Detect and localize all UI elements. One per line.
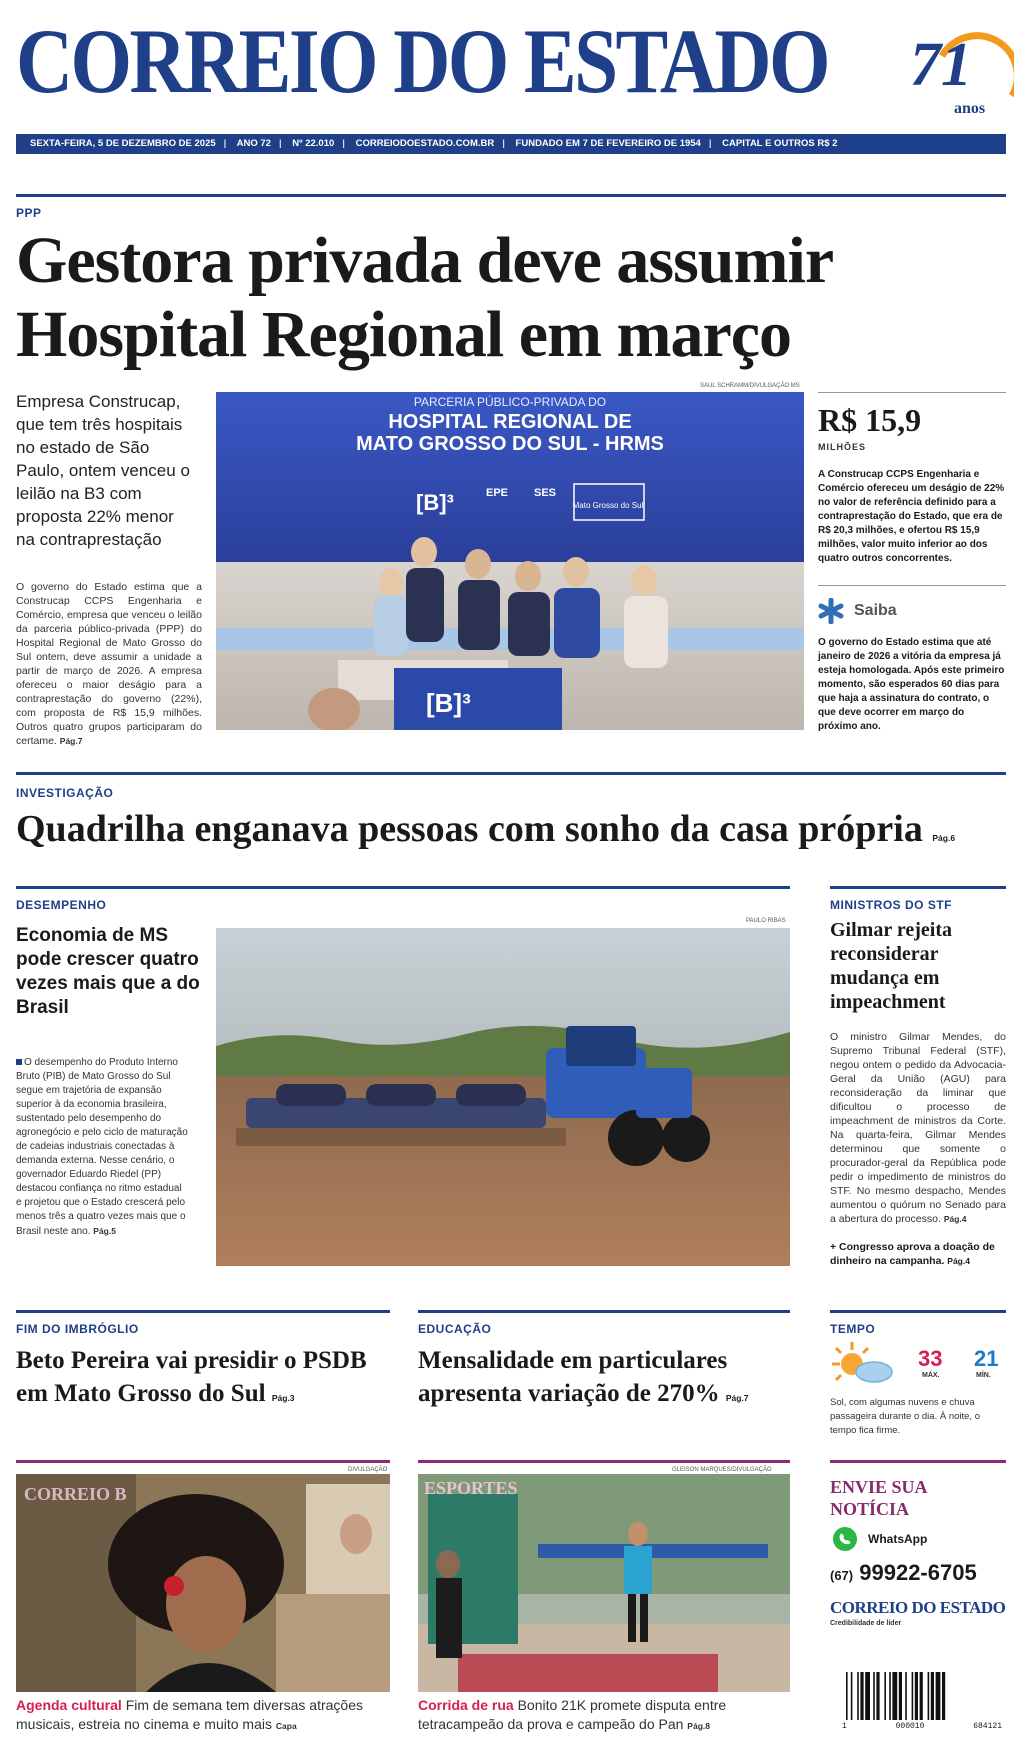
barcode (842, 1672, 1002, 1736)
investigacao-page-ref: Pág.6 (932, 833, 956, 843)
edition-year: ANO 72 (236, 138, 271, 149)
sun-cloud-icon (830, 1340, 894, 1386)
stf-headline[interactable]: Gilmar rejeita reconsiderar mudança em impeachment (830, 919, 952, 1013)
esportes-caption[interactable] (418, 1696, 798, 1736)
esportes-photo[interactable] (418, 1474, 790, 1692)
whatsapp-icon (832, 1526, 858, 1552)
tempo-text: Sol, com algumas nuvens e chuva passageira durante o dia. À noite, o tempo fica firme. (830, 1397, 980, 1436)
esportes-image (418, 1474, 790, 1692)
anniversary-number: 71 (910, 31, 972, 99)
banner-line3: MATO GROSSO DO SUL - HRMS (356, 433, 664, 455)
anniversary-logo (894, 26, 1014, 126)
desempenho-page-ref: Pág.5 (93, 1226, 116, 1236)
lead-rule (16, 194, 1006, 197)
stf-extra-ref: Pág.4 (947, 1256, 970, 1266)
barcode-bar (915, 1672, 918, 1720)
whatsapp-row[interactable] (832, 1526, 927, 1552)
envie-line1: ENVIE SUA (830, 1477, 928, 1497)
barcode-bar (931, 1672, 934, 1720)
lead-headline-line2: Hospital Regional em março (16, 298, 792, 371)
educacao-headline-text: Mensalidade em particulares apresenta variação de 270% (418, 1347, 728, 1407)
edition-number: Nº 22.010 (292, 138, 335, 149)
esportes-page-ref: Pág.8 (687, 1721, 710, 1731)
saiba-label: Saiba (854, 602, 897, 619)
lead-page-ref: Pág.7 (59, 736, 83, 746)
desempenho-photo-credit: PAULO RIBAS (746, 918, 786, 924)
stf-extra[interactable] (830, 1240, 1006, 1268)
cultura-label: Agenda cultural (16, 1697, 122, 1713)
cultura-section-logo: CORREIO B (24, 1484, 127, 1504)
lead-photo-credit: SAUL SCHRAMM/DIVULGAÇÃO MS (700, 383, 800, 389)
barcode-bar (876, 1672, 879, 1720)
envie-line2: NOTÍCIA (830, 1499, 910, 1519)
educacao-kicker: EDUCAÇÃO (418, 1322, 492, 1336)
footer-logo: CORREIO DO ESTADO (830, 1598, 1006, 1617)
barcode-bar (942, 1672, 945, 1720)
lead-body-text: O governo do Estado estima que a Construcap CCPS Engenharia e Comércio, empresa que venceu o leilão da parceria público-privada (PPP) do Hospital Regional de Mato Grosso do Sul ontem, deve assumir a unidade a partir de março de 2026. A empresa ofereceu o maior deságio para a contraprestação do governo (22%), com proposta de R$ 15,9 milhões. Outros quatro grupos participaram do certame. (16, 581, 202, 747)
edition-price: CAPITAL E OUTROS R$ 2 (722, 138, 838, 149)
footer-tagline: Credibilidade de líder (830, 1620, 902, 1627)
investigacao-headline[interactable] (16, 806, 1006, 861)
phone-ddd: (67) (830, 1568, 854, 1583)
temp-min: 21 (974, 1346, 999, 1371)
cultura-page-ref: Capa (275, 1721, 297, 1731)
barcode-bar (936, 1672, 941, 1720)
envie-noticia-title (830, 1476, 928, 1520)
anniversary-label: anos (954, 100, 986, 117)
lead-photo[interactable] (216, 392, 804, 730)
desempenho-rule (16, 886, 790, 889)
saiba-header (818, 598, 897, 624)
temp-max-label: MÁX. (922, 1372, 940, 1379)
desempenho-headline[interactable]: Economia de MS pode crescer quatro vezes mais que a do Brasil (16, 925, 200, 1018)
stf-body-text: O ministro Gilmar Mendes, do Supremo Tribunal Federal (STF), negou ontem o pedido da Advocacia-Geral da União (AGU) para reconsideração da liminar que dificultou o processo de impeachment de ministros da Corte. Na quarta-feira, Gilmar Mendes determinou que somente o procurador-geral da República pode pedir o impedimento de ministros do STF. No mesmo despacho, Mendes aumentou o quórum no Senado para a abertura do processo. (830, 1031, 1006, 1225)
desempenho-body-text: O desempenho do Produto Interno Bruto (PIB) de Mato Grosso do Sul segue em trajetória de expansão superior à da economia brasileira, sustentado pelo desempenho do agronegócio e pelo ciclo de maturação de cadeias industriais conectadas à demanda externa. Nesse cenário, o governador Eduardo Riedel (PP) destacou confiança no ritmo estadual e projetou que o Estado crescerá pelo menos três a quatro vezes mais que o Brasil neste ano. (16, 1057, 188, 1237)
cultura-text: Fim de semana tem diversas atrações musicais, estreia no cinema e muito mais (16, 1697, 364, 1732)
barcode-bars (842, 1672, 1002, 1722)
asterisk-icon (818, 598, 844, 624)
lead-body (16, 580, 202, 748)
banner-ms-logo: Mato Grosso do Sul (572, 501, 644, 510)
tractor-photo[interactable] (216, 928, 790, 1266)
edition-date: SEXTA-FEIRA, 5 DE DEZEMBRO DE 2025 (30, 138, 216, 149)
stf-page-ref: Pág.4 (943, 1214, 967, 1224)
cultura-credit: DIVULGAÇÃO (348, 1467, 388, 1473)
barcode-bar (920, 1672, 923, 1720)
tempo-kicker: TEMPO (830, 1322, 876, 1336)
cultura-image (16, 1474, 390, 1692)
barcode-bar (884, 1672, 886, 1720)
tractor-field-image (216, 928, 790, 1266)
educacao-page-ref: Pág.7 (725, 1393, 749, 1403)
edition-website[interactable]: CORREIODOESTADO.COM.BR (355, 138, 495, 149)
banner-b3-logo: [B]³ (416, 490, 454, 515)
price-value: R$ 15,9 (818, 402, 922, 438)
barcode-bar (899, 1672, 902, 1720)
lead-deck: Empresa Construcap, que tem três hospitais no estado de São Paulo, ontem venceu o leilão na B3 com proposta 22% menor na contraprestação (16, 392, 190, 549)
imbroglio-page-ref: Pág.3 (271, 1393, 295, 1403)
edition-info-bar: SEXTA-FEIRA, 5 DE DEZEMBRO DE 2025 | ANO 72 | Nº 22.010 | CORREIODOESTADO.COM.BR | FUNDADO EM 7 DE FEVEREIRO DE 1954 | CAPITAL E OUTROS R$ 2 (16, 134, 1006, 154)
price-text: A Construcap CCPS Engenharia e Comércio ofereceu um deságio de 22% no valor de referência definido para a contraprestação do Estado, que era de R$ 20,3 milhões, e ofertou R$ 15,9 milhões, valor muito inferior ao dos quatro outros concorrentes. (818, 469, 1005, 564)
barcode-bar (851, 1672, 853, 1720)
educacao-rule (418, 1310, 790, 1313)
b3-podium-logo: [B]³ (426, 688, 471, 718)
barcode-bar (905, 1672, 907, 1720)
lead-headline-line1: Gestora privada deve assumir (16, 224, 834, 297)
banner-line1: PARCERIA PÚBLICO-PRIVADA DO (413, 395, 607, 409)
lead-headline[interactable] (16, 224, 1006, 372)
cultura-photo[interactable] (16, 1474, 390, 1692)
investigacao-headline-text: Quadrilha enganava pessoas com sonho da casa própria (16, 808, 923, 850)
saiba-divider (818, 585, 1006, 586)
whatsapp-label: WhatsApp (868, 1532, 928, 1546)
imbroglio-headline[interactable] (16, 1344, 390, 1415)
barcode-left-digit: 1 (842, 1722, 847, 1731)
price-divider (818, 392, 1006, 393)
contato-rule (830, 1460, 1006, 1463)
stf-kicker: MINISTROS DO STF (830, 898, 952, 912)
saiba-text: O governo do Estado estima que até janeiro de 2026 a vitória da empresa já esteja homologada. Após este primeiro momento, são esperados 60 dias para que haja a assinatura do contrato, o que deve ocorrer em março do próximo ano. (818, 637, 1005, 732)
banner-ses: SES (534, 487, 557, 499)
stf-rule (830, 886, 1006, 889)
newspaper-title: CORREIO DO ESTADO (16, 10, 828, 112)
barcode-bar (865, 1672, 870, 1720)
barcode-bar (912, 1672, 914, 1720)
barcode-bar (889, 1672, 891, 1720)
esportes-section-logo: ESPORTES (424, 1478, 518, 1498)
stf-body (830, 1030, 1006, 1226)
barcode-bar (928, 1672, 930, 1720)
barcode-bar (846, 1672, 848, 1720)
desempenho-kicker: DESEMPENHO (16, 898, 107, 912)
imbroglio-kicker: FIM DO IMBRÓGLIO (16, 1322, 139, 1336)
esportes-text: Bonito 21K promete disputa entre tetracampeão da prova e campeão do Pan (418, 1697, 727, 1732)
banner-line2: HOSPITAL REGIONAL DE (388, 411, 632, 433)
phone-number: 99922-6705 (859, 1560, 977, 1585)
barcode-bar (873, 1672, 875, 1720)
cultura-caption[interactable] (16, 1696, 396, 1736)
temp-max: 33 (918, 1346, 943, 1371)
educacao-headline[interactable] (418, 1344, 790, 1415)
bullet-square-icon (16, 1059, 22, 1065)
stf-extra-text: + Congresso aprova a doação de dinheiro na campanha. (830, 1241, 995, 1267)
esportes-credit: GLEISON MARQUES/DIVULGAÇÃO (672, 1467, 772, 1473)
esportes-rule (418, 1460, 790, 1463)
barcode-group2: 684121 (973, 1722, 1002, 1731)
barcode-bar (860, 1672, 863, 1720)
lead-kicker: PPP (16, 206, 42, 220)
investigacao-rule (16, 772, 1006, 775)
investigacao-kicker: INVESTIGAÇÃO (16, 786, 114, 800)
barcode-bar (857, 1672, 859, 1720)
temp-min-label: MÍN. (976, 1372, 991, 1379)
price-unit: MILHÕES (818, 442, 867, 452)
cultura-rule (16, 1460, 390, 1463)
masthead (16, 8, 1006, 118)
edition-founded: FUNDADO EM 7 DE FEVEREIRO DE 1954 (515, 138, 701, 149)
banner-epe: EPE (486, 487, 509, 499)
imbroglio-rule (16, 1310, 390, 1313)
imbroglio-headline-text: Beto Pereira vai presidir o PSDB em Mato Grosso do Sul (16, 1347, 367, 1407)
barcode-bar (892, 1672, 897, 1720)
whatsapp-phone[interactable] (830, 1560, 977, 1586)
ceremony-photo (216, 392, 804, 730)
desempenho-body (16, 1056, 188, 1239)
esportes-label: Corrida de rua (418, 1697, 514, 1713)
tempo-rule (830, 1310, 1006, 1313)
barcode-group1: 000010 (895, 1722, 925, 1731)
